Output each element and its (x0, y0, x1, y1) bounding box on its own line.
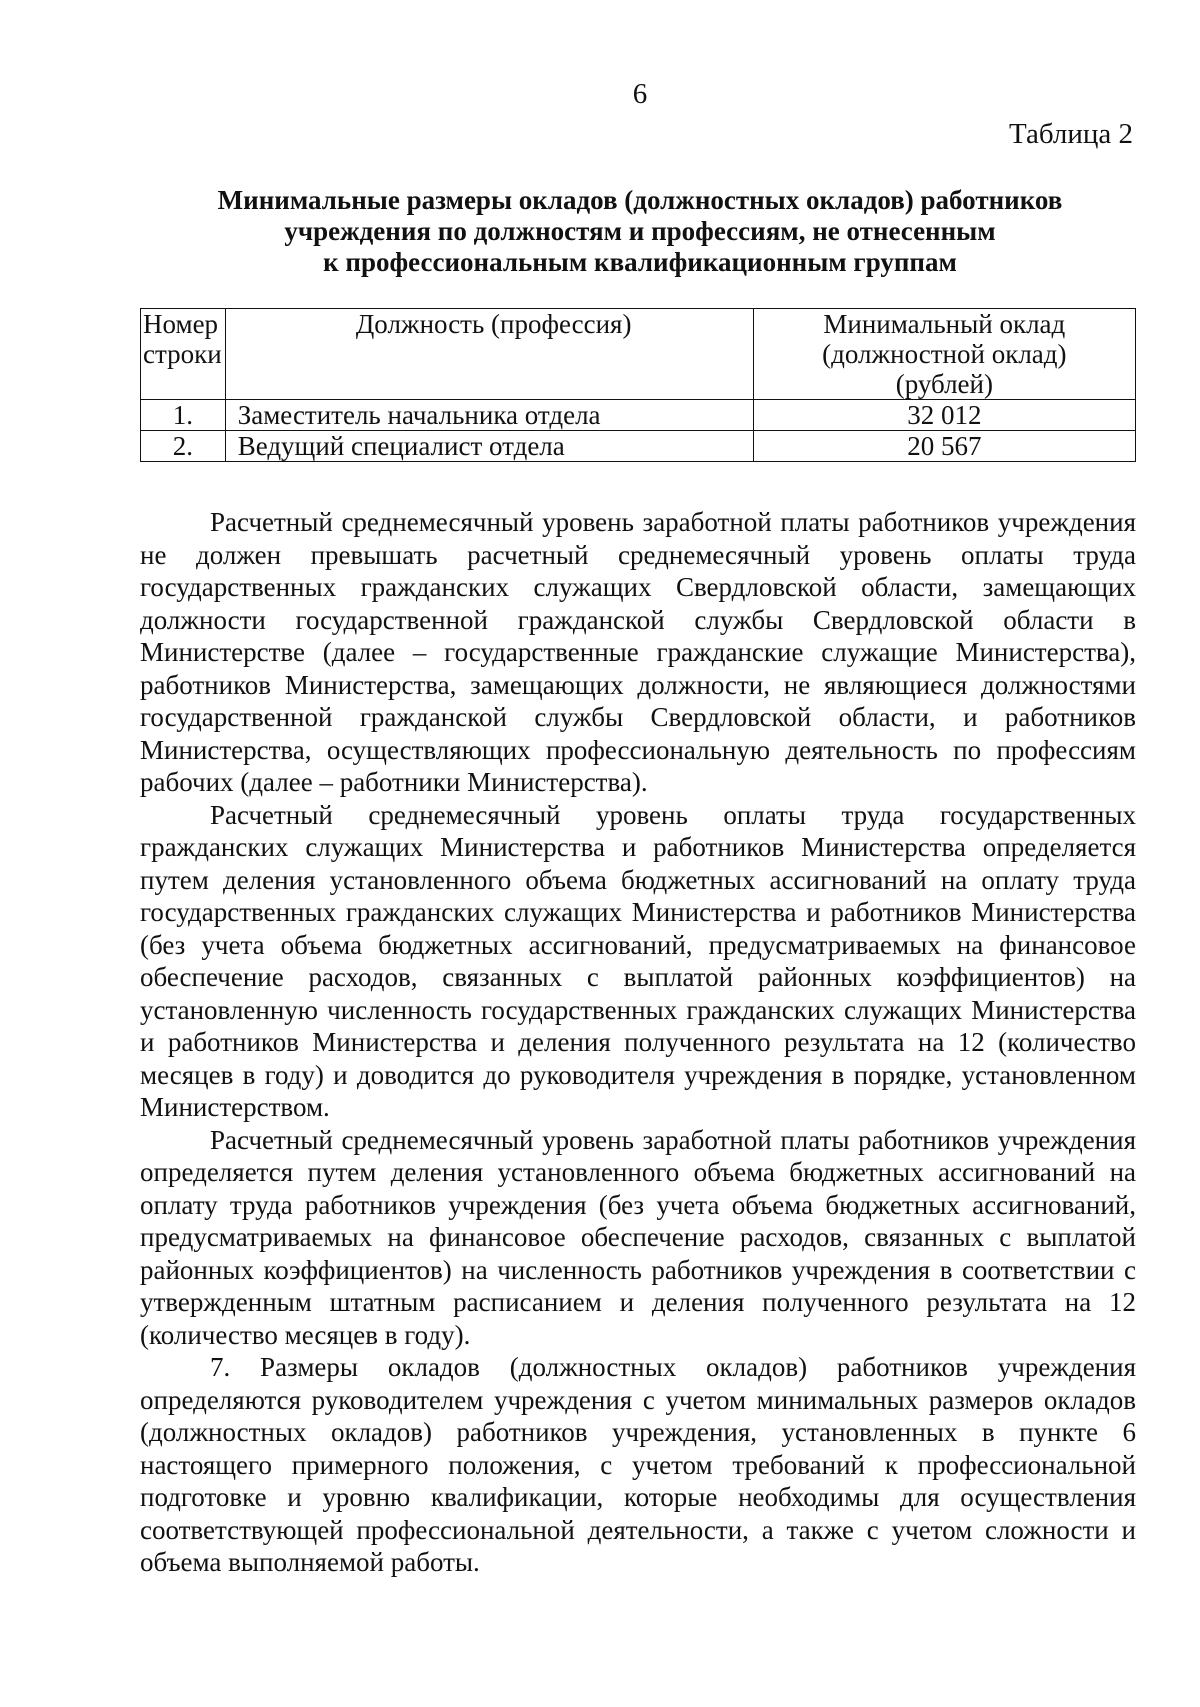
header-salary-line: Минимальный оклад (823, 309, 1066, 339)
paragraph: Расчетный среднемесячный уровень заработной платы работников учреждения определяется путем деления установленного объема бюджетных ассигнований на оплату труда работников учреждения (без учета объема бюджетных ассигнований, предусматриваемых на финансовое обеспечение расходов, связанных с выплатой районных коэффициентов) на численность работников учреждения в соответствии с утвержденным штатным расписанием и деления полученного результата на 12 (количество месяцев в году). (140, 1124, 1136, 1350)
header-salary-line: (рублей) (895, 369, 993, 399)
row-salary: 20 567 (753, 431, 1135, 462)
header-position (225, 309, 753, 400)
title-line: к профессиональным квалификационным группам (323, 247, 957, 277)
table-row (141, 400, 1136, 431)
row-position: Заместитель начальника отдела (225, 400, 753, 431)
title-line: учреждения по должностям и профессиям, не отнесенным (284, 216, 996, 246)
header-salary (753, 309, 1135, 400)
table-label: Таблица 2 (1008, 118, 1133, 150)
paragraph: 7. Размеры окладов (должностных окладов) работников учреждения определяются руководителем учреждения с учетом минимальных размеров окладов (должностных окладов) работников учреждения, установленных в пункте 6 настоящего примерного положения, с учетом требований к профессиональной подготовке и уровню квалификации, которые необходимы для осуществления соответствующей профессиональной деятельности, а также с учетом сложности и объема выполняемой работы. (140, 1352, 1136, 1577)
header-row-number (141, 309, 226, 400)
title-line: Минимальные размеры окладов (должностных окладов) работников (217, 185, 1063, 215)
table-title (140, 185, 1140, 278)
table-header-row (141, 309, 1136, 400)
header-salary-line: (должностной оклад) (822, 339, 1067, 369)
paragraph: Расчетный среднемесячный уровень заработной платы работников учреждения не должен превышать расчетный среднемесячный уровень оплаты труда государственных гражданских служащих Свердловской области, замещающих должности государственной гражданской службы Свердловской области в Министерстве (далее – государственные гражданские служащие Министерства), работников Министерства, замещающих должности, не являющиеся должностями государственной гражданской службы Свердловской области, и работников Министерства, осуществляющих профессиональную деятельность по профессиям рабочих (далее – работники Министерства). (140, 507, 1136, 797)
page-number: 6 (632, 78, 648, 110)
row-salary: 32 012 (753, 400, 1135, 431)
row-number: 1. (141, 400, 226, 431)
header-position-label: Должность (профессия) (355, 309, 632, 339)
body-text (140, 506, 1136, 1579)
table-row (141, 431, 1136, 462)
header-row-number-line: строки (143, 339, 222, 369)
paragraph: Расчетный среднемесячный уровень оплаты труда государственных гражданских служащих Министерства и работников Министерства определяется путем деления установленного объема бюджетных ассигнований на оплату труда государственных гражданских служащих Министерства и работников Министерства (без учета объема бюджетных ассигнований, предусматриваемых на финансовое обеспечение расходов, связанных с выплатой районных коэффициентов) на установленную численность государственных гражданских служащих Министерства и работников Министерства и деления полученного результата на 12 (количество месяцев в году) и доводится до руководителя учреждения в порядке, установленном Министерством. (140, 799, 1136, 1122)
row-position: Ведущий специалист отдела (225, 431, 753, 462)
header-row-number-line: Номер (143, 309, 219, 339)
row-number: 2. (141, 431, 226, 462)
salary-table (140, 308, 1136, 462)
